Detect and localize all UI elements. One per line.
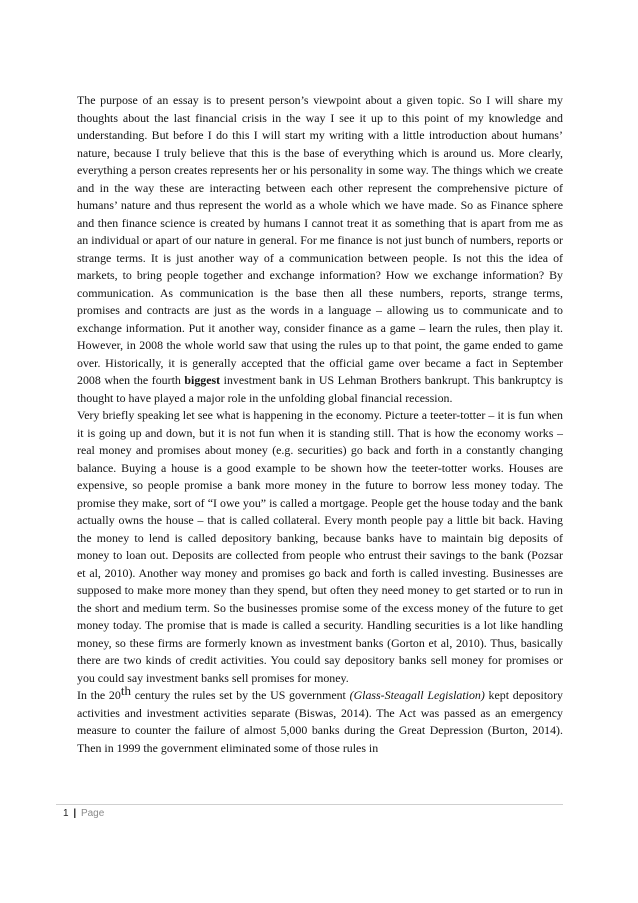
page-label: Page	[80, 808, 105, 819]
superscript-th: th	[120, 683, 131, 698]
page-footer	[63, 808, 104, 819]
paragraph-1-text: The purpose of an essay is to present person’s viewpoint about a given topic. So I will share my thoughts about the last financial crisis in the way I see it up to this point of my knowledge and understanding. But before I do this I will start my writing with a little introduction about humans’ nature, because I truly believe that this is the base of everything which is around us. More clearly, everything a person creates represents her or his personality in some way. The things which we create and in the way these are interacting between each other represent the comprehensive picture of humans’ nature and thus represent the world as a whole which we have made. So as Finance sphere and then finance science is created by humans I cannot treat it as something that is apart from me as an individual or apart of our nature in general. For me finance is not just bunch of numbers, reports or strange terms. It is just another way of a communication between people. Is not this the idea of markets, to bring people together and exchange information? How we exchange information? By communication. As communication is the base then all these numbers, reports, strange terms, promises and contracts are just as the words in a language – allowing us to communicate and to exchange information. Put it another way, consider finance as a game – learn the rules, then play it. However, in 2008 the whole world saw that using the rules up to that point, the game ended to game over. Historically, it is generally accepted that the official game over became a fact in September 2008 when the fourth	[77, 93, 563, 387]
paragraph-3-mid: century the rules set by the US government	[130, 688, 350, 702]
paragraph-1	[77, 92, 563, 407]
body-text	[77, 92, 563, 757]
paragraph-1-tail: investment bank in US Lehman Brothers bankrupt. This bankruptcy is thought to have played a major role in the unfolding global financial recession.	[77, 373, 563, 405]
footer-divider	[56, 804, 563, 805]
page-number: 1	[63, 808, 69, 819]
paragraph-3-tail: kept depository activities and investment activities separate (Biswas, 2014). The Act was passed as an emergency measure to counter the failure of almost 5,000 banks during the Great Depression (Burton, 2014). Then in 1999 the government eliminated some of those rules in	[77, 688, 563, 755]
bold-word: biggest	[184, 373, 221, 387]
paragraph-2: Very briefly speaking let see what is happening in the economy. Picture a teeter-totter – it is fun when it is going up and down, but it is not fun when it is standing still. That is how the economy works – real money and promises about money (e.g. securities) go back and forth in a constantly changing balance. Buying a house is a good example to be shown how the teeter-totter works. Houses are expensive, so people promise a bank more money in the future to borrow less money today. The promise they make, sort of “I owe you” is called a mortgage. People get the house today and the bank actually owns the house – that is called collateral. Every month people pay a little bit back. Having the money to lend is called depository banking, because banks have to maintain big deposits of money to loan out. Deposits are collected from people who entrust their savings to the bank (Pozsar et al, 2010). Another way money and promises go back and forth is called investing. Businesses are supposed to make more money than they spend, but often they need money to get started or to run in the short and medium term. So the businesses promise some of the excess money of the future to get money today. The promise that is made is called a security. Handling securities is a lot like handling money, so these firms are formerly known as investment banks (Gorton et al, 2010). Thus, basically there are two kinds of credit activities. You could say depository banks sell money for promises or you could say investment banks sell promises for money.	[77, 408, 563, 685]
footer-separator: |	[73, 808, 77, 819]
paragraph-3	[77, 683, 563, 757]
paragraph-3-lead: In the 20	[77, 688, 121, 702]
italic-legislation: (Glass-Steagall Legislation)	[349, 688, 485, 702]
